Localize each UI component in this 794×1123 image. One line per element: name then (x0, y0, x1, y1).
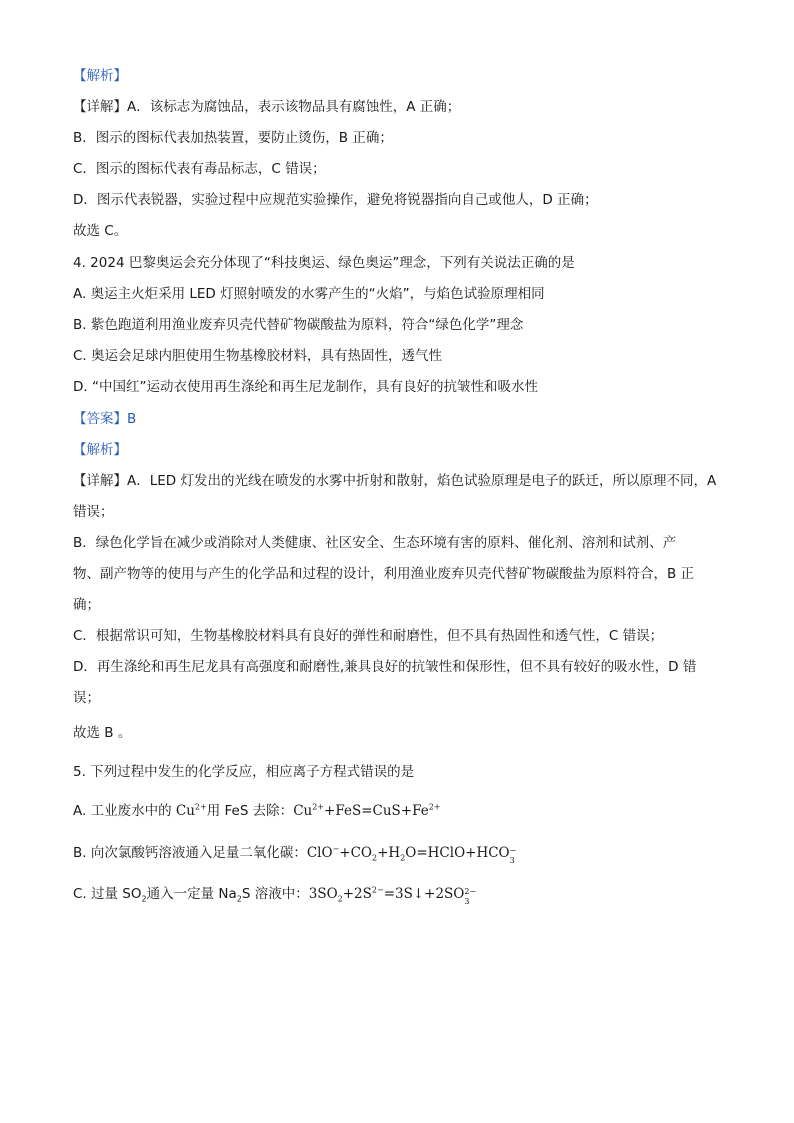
equation-c: $3SO_2+2S^{2-}=3S↓+2SO$ 2− 3 (308, 885, 477, 906)
detail-4-a-cont: 错误； (73, 504, 114, 520)
equation-a: $Cu^{2+}+FeS=CuS+Fe^{2+}$ (293, 802, 441, 819)
detail-4-a: 【详解】A．LED 灯发出的光线在喷发的水雾中折射和散射，焰色试验原理是电子的跃迁，所以原理不同，A (73, 473, 717, 489)
analysis-heading: 【解析】 (73, 68, 127, 84)
detail-4-c: C．根据常识可知，生物基橡胶材料具有良好的弹性和耐磨性，但不具有热固性和透气性，C 错误； (73, 628, 664, 644)
option-a-text-2: 用 FeS 去除： (206, 803, 294, 819)
detail-line-b: B．图示的图标代表加热装置，要防止烫伤，B 正确； (73, 130, 393, 146)
equation-b: $ClO^-+CO_2+H_2O=HClO+HCO$ − 3 (306, 844, 517, 865)
ion-cu: $Cu^{2+}$ (175, 802, 207, 819)
detail-4-b: B．绿色化学旨在减少或消除对人类健康、社区安全、生态环境有害的原料、催化剂、溶剂和试剂、产 (73, 535, 677, 551)
option-b-text: B. 向次氯酸钙溶液通入足量二氧化碳： (73, 845, 307, 861)
detail-4-d: D．再生涤纶和再生尼龙具有高强度和耐磨性,兼具良好的抗皱性和保形性，但不具有较好的吸水性，D 错 (73, 659, 697, 675)
detail-line-c: C．图示的图标代表有毒品标志，C 错误； (73, 161, 326, 177)
detail-line-a: 【详解】A．该标志为腐蚀品，表示该物品具有腐蚀性，A 正确； (73, 99, 461, 115)
option-a-text: A. 工业废水中的 (73, 803, 176, 819)
answer-conclusion-2: 故选 B 。 (73, 725, 132, 741)
question-5-option-b (73, 844, 520, 865)
option-c-text-2: 通入一定量 $Na_2S$ 溶液中： (146, 886, 309, 904)
question-4-option-c: C. 奥运会足球内胆使用生物基橡胶材料，具有热固性，透气性 (73, 348, 443, 364)
detail-4-b-cont: 物、副产物等的使用与产生的化学品和过程的设计，利用渔业废弃贝壳代替矿物碳酸盐为原料符合，B 正 (73, 566, 695, 582)
answer-conclusion: 故选 C。 (73, 223, 128, 239)
question-4-option-a: A. 奥运主火炬采用 LED 灯照射喷发的水雾产生的“火焰”，与焰色试验原理相同 (73, 286, 545, 302)
question-5-option-a (73, 802, 441, 820)
analysis-heading-2: 【解析】 (73, 442, 127, 458)
question-5-stem: 5. 下列过程中发生的化学反应，相应离子方程式错误的是 (73, 764, 415, 780)
answer-heading: 【答案】B (73, 411, 137, 427)
question-5-option-c (73, 885, 478, 906)
question-4-option-b: B. 紫色跑道利用渔业废弃贝壳代替矿物碳酸盐为原料，符合“绿色化学”理念 (73, 317, 524, 333)
detail-4-b-cont2: 确； (73, 597, 100, 613)
question-4-stem: 4. 2024 巴黎奥运会充分体现了“科技奥运、绿色奥运”理念，下列有关说法正确的是 (73, 255, 575, 271)
detail-4-d-cont: 误； (73, 690, 100, 706)
detail-line-d: D．图示代表锐器，实验过程中应规范实验操作，避免将锐器指向自己或他人，D 正确； (73, 192, 598, 208)
option-c-text: C. 过量 $SO_2$ (73, 886, 147, 904)
question-4-option-d: D. “中国红”运动衣使用再生涤纶和再生尼龙制作，具有良好的抗皱性和吸水性 (73, 379, 538, 395)
